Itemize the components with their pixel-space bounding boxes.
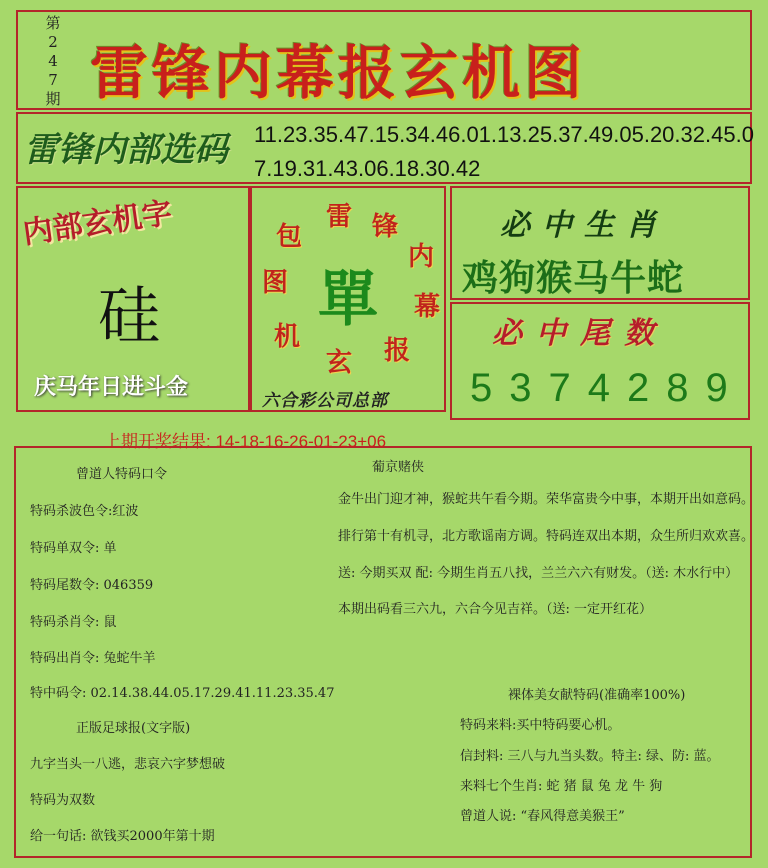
football-line: 特码为双数: [30, 793, 96, 808]
left-line: 特码杀波色令:红波: [30, 504, 139, 519]
football-heading: 正版足球报(文字版): [76, 721, 191, 736]
beauty-heading: 裸体美女献特码(准确率100%): [508, 688, 686, 703]
wheel-char: 报: [384, 336, 411, 366]
secret-character: 硅: [98, 279, 161, 352]
beauty-line: 曾道人说: “春风得意美猴王”: [460, 809, 625, 824]
left-line: 特中码令: 02.14.38.44.05.17.29.41.11.23.35.47: [30, 686, 335, 701]
left-heading: 曾道人特码口令: [76, 467, 168, 482]
must-zodiac-animals: 鸡狗猴马牛蛇: [462, 257, 685, 299]
beauty-line: 特码来料:买中特码要心机。: [460, 718, 621, 733]
wheel-char: 幕: [414, 292, 441, 322]
must-tail-title: 必中尾数: [492, 316, 668, 351]
left-line: 特码尾数令: 046359: [30, 578, 154, 593]
right-line: 本期出码看三六九，六合今见吉祥。（送: 一定开红花）: [338, 602, 653, 617]
wheel-char: 雷: [326, 202, 353, 232]
must-tail-digits: 5374289: [470, 366, 745, 410]
picks-title: 雷锋内部选码: [24, 130, 228, 170]
wheel-char: 玄: [326, 348, 353, 378]
page-title: 雷锋内幕报玄机图: [90, 39, 587, 107]
secret-title: 内部玄机字: [20, 195, 175, 252]
wheel-char: 包: [276, 222, 303, 252]
football-line: 给一句话: 欲钱买2000年第十期: [30, 829, 215, 844]
right-heading: 葡京赌侠: [372, 460, 425, 475]
wheel-char: 内: [408, 242, 435, 272]
secret-poem: 庆马年日进斗金: [34, 374, 189, 400]
picks-numbers: 11.23.35.47.15.34.46.01.13.25.37.49.05.20.32.45.07.19.31.43.06.18.30.42: [254, 122, 754, 181]
last-result: 上期开奖结果: 14-18-16-26-01-23+06: [104, 432, 387, 451]
left-line: 特码出肖令: 兔蛇牛羊: [30, 651, 156, 666]
wheel-char: 锋: [372, 212, 399, 242]
right-line: 排行第十有机寻，北方歌谣南方调。特码连双出本期，众生所归欢欢喜。: [338, 529, 755, 544]
right-line: 金牛出门迎才神，猴蛇共午看今期。荣华富贵今中事，本期开出如意码。: [338, 492, 755, 507]
wheel-center-char: 單: [318, 265, 378, 335]
left-line: 特码杀肖令: 鼠: [30, 615, 117, 630]
left-line: 特码单双令: 单: [30, 541, 117, 556]
issue-number: 第 2 4 7 期: [45, 14, 61, 108]
wheel-char: 图: [262, 268, 289, 298]
must-zodiac-title: 必中生肖: [500, 208, 668, 243]
football-line: 九字当头一八逃，悲哀六字梦想破: [30, 757, 226, 772]
company-label: 六合彩公司总部: [262, 391, 388, 411]
beauty-line: 来料七个生肖: 蛇 猪 鼠 兔 龙 牛 狗: [460, 779, 663, 794]
beauty-line: 信封料: 三八与九当头数。特主: 绿、防: 蓝。: [460, 749, 720, 764]
right-line: 送: 今期买双 配: 今期生肖五八找，兰兰六六有财发。（送: 木水行中）: [338, 566, 739, 581]
wheel-char: 机: [274, 322, 301, 352]
